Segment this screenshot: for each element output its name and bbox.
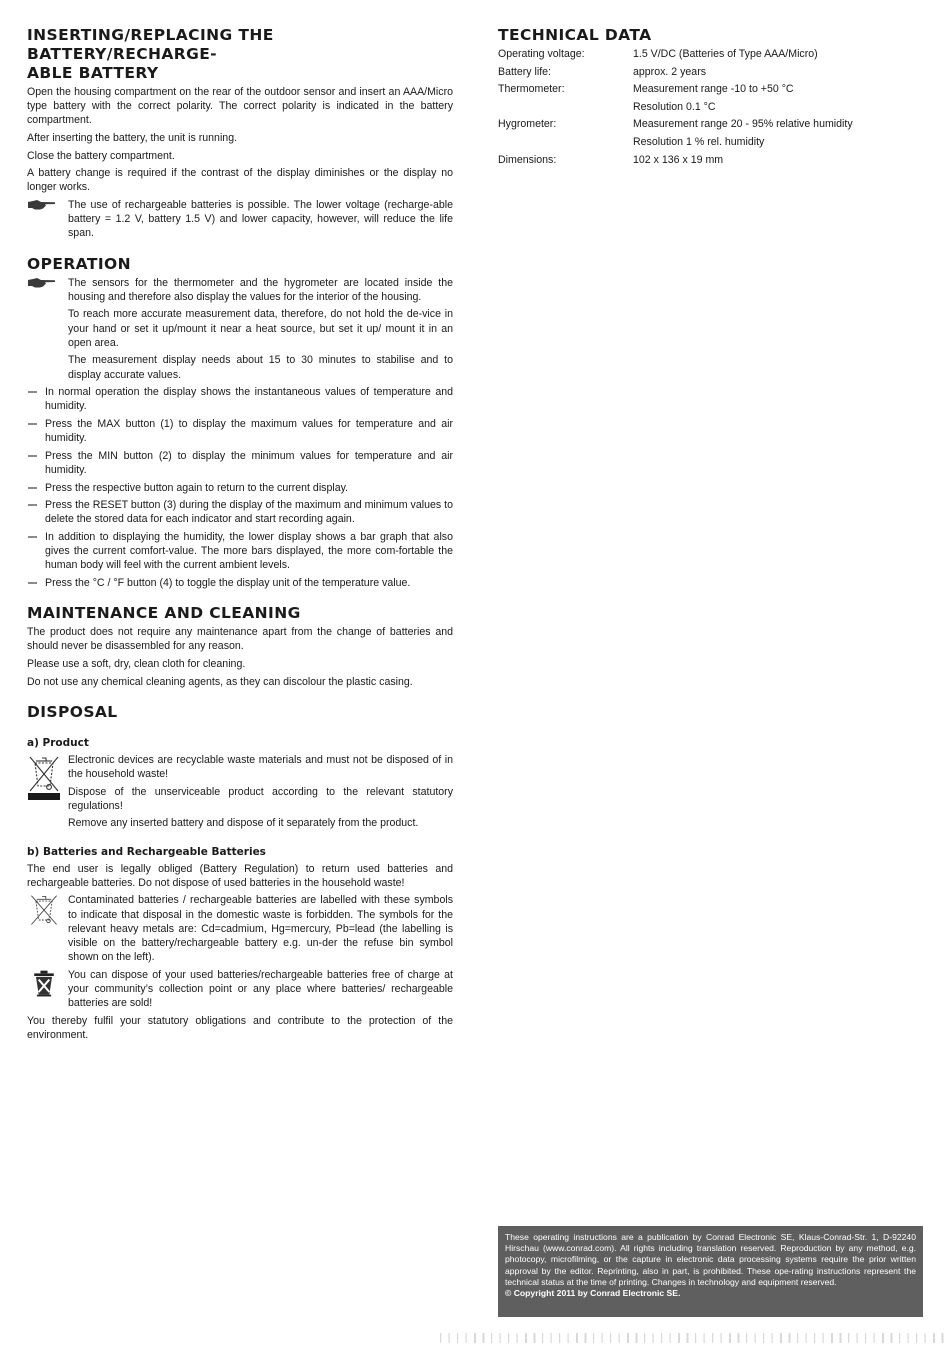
print-mark xyxy=(610,1333,611,1343)
print-mark xyxy=(602,1333,603,1343)
technical-table-body xyxy=(498,47,853,170)
right-column xyxy=(498,26,923,170)
print-mark xyxy=(874,1333,875,1343)
list-item xyxy=(27,481,453,495)
print-mark xyxy=(474,1333,476,1343)
list-item xyxy=(27,530,453,573)
spec-value: Resolution 0.1 °C xyxy=(633,100,716,113)
disposal-recycle-text: You can dispose of your used batteries/rechargeable batteries free of charge at your community’s collection point or any place where batteries/ rechargeable batteries are sold! xyxy=(68,968,453,1010)
print-mark xyxy=(508,1333,509,1343)
disposal-heading: DISPOSAL xyxy=(27,702,118,721)
spec-label: Thermometer: xyxy=(498,83,565,96)
table-row xyxy=(498,100,853,118)
dash-bullet xyxy=(28,582,37,584)
battery-note-text: The use of rechargeable batteries is possible. The lower voltage (recharge-able battery = 1.2 V, battery 1.5 V) and lower capacity, however, will reduce the life span. xyxy=(68,198,453,240)
battery-paragraph: After inserting the battery, the unit is running. xyxy=(27,132,238,144)
dash-bullet xyxy=(28,391,37,393)
disposal-recycle-note xyxy=(27,968,453,1011)
print-mark xyxy=(636,1333,638,1343)
print-mark xyxy=(840,1333,842,1343)
print-mark xyxy=(797,1333,798,1343)
operation-note-text: To reach more accurate measurement data, therefore, do not hold the de-vice in your hand or set it up/mount it near a heat source, but set it up/ mount it in an open area. xyxy=(68,308,453,349)
spec-label: Operating voltage: xyxy=(498,48,585,60)
disposal-closing: You thereby fulfil your statutory obligations and contribute to the protection of the environment. xyxy=(27,1014,453,1041)
print-mark xyxy=(695,1333,696,1343)
battery-paragraph: Close the battery compartment. xyxy=(27,149,175,162)
print-mark xyxy=(908,1333,909,1343)
print-mark xyxy=(806,1333,807,1343)
list-item-text: Press the respective button again to return to the current display. xyxy=(45,481,349,494)
dash-bullet xyxy=(28,423,37,425)
print-mark xyxy=(585,1333,587,1343)
print-mark xyxy=(712,1333,713,1343)
operation-note-text: The sensors for the thermometer and the hygrometer are located inside the housing and therefore also display the values for the interior of the housing. xyxy=(68,276,453,303)
crossed-out-battery-bin-icon xyxy=(27,893,61,929)
print-mark xyxy=(678,1333,680,1343)
disposal-product-text: Electronic devices are recyclable waste materials and must not be disposed of in the household waste! xyxy=(68,753,453,780)
print-mark xyxy=(857,1333,858,1343)
crossed-out-wheelie-bin-icon xyxy=(27,753,61,801)
list-item xyxy=(27,385,453,413)
table-row xyxy=(498,135,853,153)
print-mark xyxy=(916,1333,917,1343)
print-marks xyxy=(0,1333,950,1343)
print-mark xyxy=(848,1333,849,1343)
imprint-text: These operating instructions are a publication by Conrad Electronic SE, Klaus-Conrad-Str. 1, D-92240 Hirschau (www.conrad.com). All rights including translation reserved. Reproduction by any method, e.g. photocopy, microfilming, or the capture in electronic data processing systems require the prior written approval by the editor. Reprinting, also in part, is prohibited. These ope-rating instructions represent the technical status at the time of printing. Changes in technology and equipment reserved. xyxy=(505,1232,916,1287)
spec-label: Dimensions: xyxy=(498,153,557,166)
battery-paragraph: Open the housing compartment on the rear of the outdoor sensor and insert an AAA/Micro type battery with the correct polarity. The correct polarity is indicated in the battery compartment. xyxy=(27,86,453,127)
operation-note-text: The measurement display needs about 15 to 30 minutes to stabilise and to display accurate values. xyxy=(68,354,453,381)
print-mark xyxy=(517,1333,518,1343)
disposal-batteries-intro: The end user is legally obliged (Battery Regulation) to return used batteries and rechargeable batteries. Do not dispose of used batteries in the household waste! xyxy=(27,862,453,889)
print-mark xyxy=(440,1333,441,1343)
print-mark xyxy=(780,1333,782,1343)
print-mark xyxy=(576,1333,578,1343)
battery-heading-line1: INSERTING/REPLACING THE BATTERY/RECHARGE- xyxy=(27,26,274,63)
battery-recycling-bin-icon xyxy=(27,968,61,1000)
spec-value: Resolution 1 % rel. humidity xyxy=(633,135,765,148)
table-row xyxy=(498,153,853,171)
imprint-box xyxy=(498,1226,923,1317)
table-row xyxy=(498,65,853,83)
print-mark xyxy=(882,1333,884,1343)
operation-note xyxy=(27,276,453,382)
print-mark xyxy=(729,1333,731,1343)
disposal-product-heading: a) Product xyxy=(27,736,89,749)
spec-label: Hygrometer: xyxy=(498,118,557,131)
table-row xyxy=(498,47,853,65)
pointing-hand-icon xyxy=(28,277,56,289)
print-mark xyxy=(466,1333,467,1343)
print-mark xyxy=(925,1333,926,1343)
print-mark xyxy=(534,1333,536,1343)
table-row xyxy=(498,117,853,135)
print-mark xyxy=(593,1333,594,1343)
maintenance-section xyxy=(27,604,453,689)
print-mark xyxy=(772,1333,773,1343)
spec-value: Measurement range -10 to +50 °C xyxy=(633,83,794,96)
print-mark xyxy=(653,1333,654,1343)
dash-bullet xyxy=(28,504,37,506)
maintenance-paragraph: The product does not require any maintenance apart from the change of batteries and should never be disassembled for any reason. xyxy=(27,626,453,653)
battery-heading-line2: ABLE BATTERY xyxy=(27,64,159,82)
print-mark xyxy=(738,1333,740,1343)
spec-value: 102 x 136 x 19 mm xyxy=(633,153,724,166)
print-mark xyxy=(865,1333,866,1343)
disposal-batteries-note xyxy=(27,893,453,964)
list-item xyxy=(27,449,453,477)
maintenance-paragraph: Please use a soft, dry, clean cloth for cleaning. xyxy=(27,657,246,670)
list-item-text: Press the RESET button (3) during the display of the maximum and minimum values to delete the stored data for each indicator and start recording again. xyxy=(45,499,453,526)
print-mark xyxy=(942,1333,944,1343)
print-mark xyxy=(661,1333,662,1343)
spec-value: approx. 2 years xyxy=(633,65,707,78)
spec-label xyxy=(498,135,633,153)
print-mark xyxy=(491,1333,492,1343)
disposal-section xyxy=(27,703,453,1042)
battery-paragraph: A battery change is required if the contrast of the display diminishes or the display no longer works. xyxy=(27,167,453,194)
print-mark xyxy=(823,1333,824,1343)
table-row xyxy=(498,82,853,100)
copyright-text: © Copyright 2011 by Conrad Electronic SE. xyxy=(505,1288,681,1299)
print-mark xyxy=(525,1333,527,1343)
spec-value: Measurement range 20 - 95% relative humidity xyxy=(633,118,853,131)
print-mark xyxy=(483,1333,485,1343)
print-mark xyxy=(551,1333,552,1343)
print-mark xyxy=(933,1333,935,1343)
print-mark xyxy=(542,1333,543,1343)
maintenance-heading: MAINTENANCE AND CLEANING xyxy=(27,604,301,623)
print-mark xyxy=(644,1333,645,1343)
dash-bullet xyxy=(28,487,37,489)
print-mark xyxy=(627,1333,629,1343)
print-mark xyxy=(746,1333,747,1343)
print-mark xyxy=(899,1333,900,1343)
print-mark xyxy=(704,1333,705,1343)
spec-label xyxy=(498,100,633,118)
print-mark xyxy=(568,1333,569,1343)
print-mark xyxy=(670,1333,671,1343)
dash-bullet xyxy=(28,536,37,538)
print-mark xyxy=(891,1333,893,1343)
print-mark xyxy=(500,1333,501,1343)
list-item xyxy=(27,576,453,590)
print-mark xyxy=(755,1333,756,1343)
disposal-product-text: Remove any inserted battery and dispose of it separately from the product. xyxy=(68,817,419,830)
list-item-text: Press the MAX button (1) to display the maximum values for temperature and air humidity. xyxy=(45,417,453,445)
list-item-text: Press the MIN button (2) to display the minimum values for temperature and air humidity. xyxy=(45,449,453,476)
operation-heading: OPERATION xyxy=(27,254,131,273)
print-mark xyxy=(789,1333,791,1343)
print-mark xyxy=(763,1333,764,1343)
spec-label: Battery life: xyxy=(498,65,551,78)
battery-heading xyxy=(27,26,453,83)
print-mark xyxy=(449,1333,450,1343)
operation-section xyxy=(27,255,453,591)
print-mark xyxy=(831,1333,833,1343)
print-mark xyxy=(814,1333,815,1343)
left-column xyxy=(27,26,453,1056)
spec-value: 1.5 V/DC (Batteries of Type AAA/Micro) xyxy=(633,48,818,60)
pointing-hand-icon xyxy=(28,199,56,211)
disposal-product-text: Dispose of the unserviceable product according to the relevant statutory regulations! xyxy=(68,785,453,812)
print-mark xyxy=(457,1333,458,1343)
print-mark xyxy=(721,1333,722,1343)
list-item xyxy=(27,417,453,445)
disposal-batteries-heading: b) Batteries and Rechargeable Batteries xyxy=(27,845,266,858)
battery-section xyxy=(27,26,453,241)
disposal-product-note xyxy=(27,753,453,831)
list-item xyxy=(27,498,453,526)
list-item-text: In addition to displaying the humidity, the lower display shows a bar graph that also gives the current comfort-value. The more bars displayed, the more com-fortable the human body will feel with the current ambient levels. xyxy=(45,530,453,572)
dash-bullet xyxy=(28,455,37,457)
print-mark xyxy=(687,1333,689,1343)
battery-note xyxy=(27,198,453,241)
disposal-batteries-note-text: Contaminated batteries / rechargeable batteries are labelled with these symbols to indicate that disposal in the domestic waste is forbidden. The symbols for the relevant heavy metals are: Cd=cadmium, Hg=mercury, Pb=lead (the labelling is visible on the battery/rechargeable battery e.g. un-der the refuse bin symbol shown on the left). xyxy=(68,894,453,964)
technical-table xyxy=(498,47,853,170)
list-item-text: Press the °C / °F button (4) to toggle the display unit of the temperature value. xyxy=(45,576,411,589)
technical-heading: TECHNICAL DATA xyxy=(498,26,652,44)
maintenance-paragraph: Do not use any chemical cleaning agents, as they can discolour the plastic casing. xyxy=(27,675,413,688)
list-item-text: In normal operation the display shows the instantaneous values of temperature and humidity. xyxy=(45,386,453,413)
print-mark xyxy=(559,1333,560,1343)
print-mark xyxy=(619,1333,620,1343)
